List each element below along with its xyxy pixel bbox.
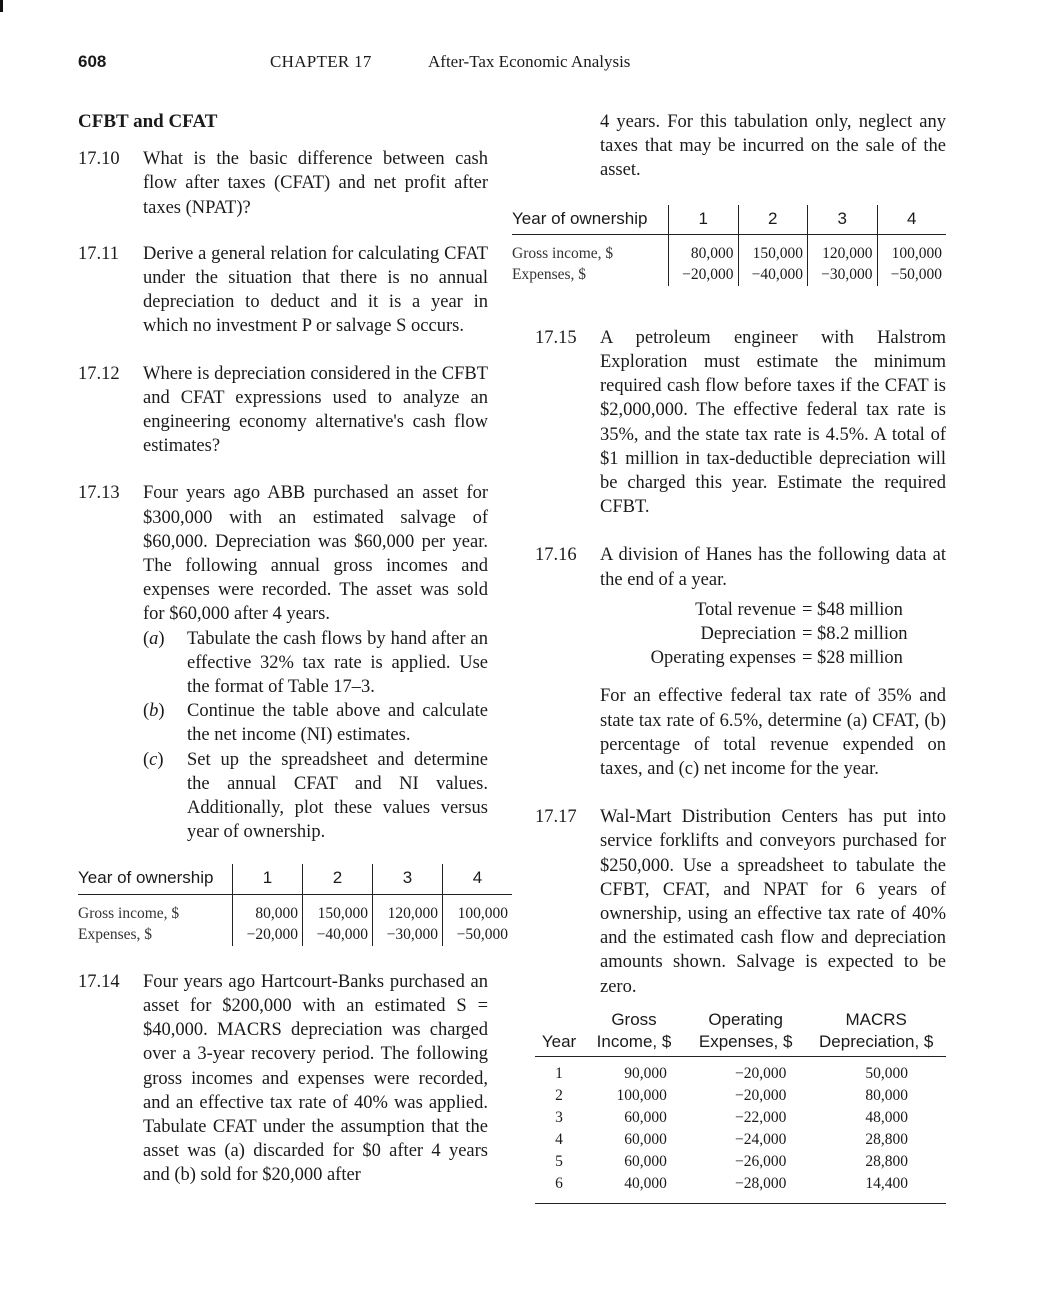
column-header: 2 [738, 205, 808, 235]
problem-17-14-continued: 4 years. For this tabulation only, neglect any taxes that may be incurred on the sale of the asset. [600, 112, 946, 181]
column-header: 4 [877, 205, 946, 235]
right-column [512, 110, 946, 1204]
table-cell: 1 [555, 1064, 563, 1082]
table-row [535, 1107, 946, 1129]
column-header: 4 [443, 864, 512, 894]
problem-17-17 [535, 805, 946, 999]
table-cell: 150,000 [303, 903, 373, 925]
table-cell: 5 [555, 1152, 563, 1170]
problem-text-followup: For an effective federal tax rate of 35% and state tax rate of 6.5%, determine (a) CFAT, (b) percentage of total revenue expended on taxes, and (c) net income for the year. [600, 686, 946, 780]
equation-row [600, 646, 946, 670]
problem-number: 17.14 [78, 971, 120, 992]
table-cell: 120,000 [373, 903, 443, 925]
table-cell: −40,000 [303, 924, 373, 946]
part-c [143, 748, 488, 845]
left-column [78, 110, 508, 1188]
table-cell: −40,000 [738, 264, 808, 286]
problem-17-13 [78, 481, 488, 844]
column-header-year: Year [535, 1009, 583, 1057]
table-cell: 80,000 [669, 243, 739, 265]
problem-text: Four years ago ABB purchased an asset for $300,000 with an estimated salvage of $60,000. Depreciation was $60,000 per year. The following annual gross incomes and expenses were recorded. The asset was sold for $60,000 after 4 years. [143, 483, 488, 625]
equation-value: = $28 million [802, 648, 903, 669]
table-row [78, 903, 512, 925]
column-header: 3 [808, 205, 878, 235]
table-row [512, 264, 946, 286]
table-header-row [78, 864, 512, 894]
equation-row [600, 622, 946, 646]
problem-text: Derive a general relation for calculating CFAT under the situation that there is no annual depreciation to deduct and it is a year in which no investment P or salvage S occurs. [143, 243, 488, 337]
table-cell: −26,000 [735, 1152, 787, 1170]
table-row [535, 1085, 946, 1107]
table-cell: −24,000 [735, 1130, 787, 1148]
table-cell: 100,000 [877, 243, 946, 265]
table-cell: 2 [555, 1086, 563, 1104]
column-header: 2 [303, 864, 373, 894]
table-cell: 80,000 [865, 1086, 908, 1104]
column-header-operating-expenses: Operating Expenses, $ [685, 1009, 807, 1057]
table-cell: 120,000 [808, 243, 878, 265]
part-text: Tabulate the cash flows by hand after an effective 32% tax rate is applied. Use the format of Table 17–3. [187, 628, 488, 698]
part-b [143, 699, 488, 747]
table-row [535, 1173, 946, 1204]
column-header: Year of ownership [512, 205, 669, 235]
problem-17-14 [78, 970, 488, 1188]
table-cell: 60,000 [624, 1130, 667, 1148]
row-label: Gross income, $ [78, 904, 180, 922]
table-cell: 150,000 [738, 243, 808, 265]
table-cell: 28,800 [865, 1130, 908, 1148]
problem-number: 17.15 [535, 327, 577, 348]
equation-label: Operating expenses [650, 648, 796, 669]
part-label: (a) [143, 628, 165, 649]
problem-17-10 [78, 147, 488, 220]
table-cell: −28,000 [685, 1173, 807, 1204]
table-cell: −50,000 [877, 264, 946, 286]
table-cell: 100,000 [616, 1086, 667, 1104]
column-header: 1 [233, 864, 303, 894]
equation-value: = $48 million [802, 599, 903, 620]
table-cell: −20,000 [735, 1064, 787, 1082]
problem-17-16 [535, 543, 946, 781]
part-a [143, 627, 488, 700]
table-17-13 [78, 864, 512, 945]
table-cell: −50,000 [443, 924, 512, 946]
table-cell: 60,000 [624, 1152, 667, 1170]
equation-value: = $8.2 million [802, 624, 908, 645]
problem-number: 17.12 [78, 363, 120, 384]
chapter-title: After-Tax Economic Analysis [428, 52, 631, 71]
table-row [535, 1151, 946, 1173]
problem-parts [143, 627, 488, 845]
table-cell: 3 [555, 1108, 563, 1126]
problem-17-12 [78, 362, 488, 459]
table-cell: −20,000 [233, 924, 303, 946]
table-cell: 4 [555, 1130, 563, 1148]
problem-17-15 [535, 326, 946, 520]
problem-number: 17.10 [78, 149, 120, 170]
page-number: 608 [78, 52, 107, 71]
table-cell: −20,000 [669, 264, 739, 286]
table-row [535, 1056, 946, 1085]
problem-number: 17.17 [535, 807, 577, 828]
section-heading: CFBT and CFAT [78, 111, 218, 132]
part-label: (b) [143, 701, 165, 722]
table-cell: 48,000 [865, 1108, 908, 1126]
equation-row [600, 598, 946, 622]
row-label: Expenses, $ [512, 266, 587, 284]
problem-text: Four years ago Hartcourt-Banks purchased an asset for $200,000 with an estimated S = $40,000. MACRS depreciation was charged over a 3-year recovery period. The following gross incomes and expenses were recorded, and an effective tax rate of 40% was applied. Tabulate CFAT under the assumption that the asset was (a) discarded for $0 after 4 years and (b) sold for $20,000 after [143, 971, 488, 1186]
row-label: Expenses, $ [78, 926, 153, 944]
table-cell: 90,000 [624, 1064, 667, 1082]
problem-text: A division of Hanes has the following data at the end of a year. [600, 545, 946, 590]
table-cell: −22,000 [735, 1108, 787, 1126]
part-label: (c) [143, 749, 164, 770]
table-header-row [512, 205, 946, 235]
table-cell: −20,000 [735, 1086, 787, 1104]
problem-17-11 [78, 242, 488, 339]
scan-edge-mark [0, 0, 3, 12]
problem-number: 17.16 [535, 545, 577, 566]
problem-number: 17.13 [78, 483, 120, 504]
column-header: 3 [373, 864, 443, 894]
problem-text: Where is depreciation considered in the CFBT and CFAT expressions used to analyze an engineering economy alternative's cash flow estimates? [143, 363, 488, 457]
column-header-macrs-depreciation: MACRS Depreciation, $ [806, 1009, 946, 1057]
table-cell: −30,000 [808, 264, 878, 286]
problem-number: 17.11 [78, 243, 119, 264]
row-label: Gross income, $ [512, 244, 614, 262]
table-17-17 [535, 1009, 946, 1204]
column-header: 1 [669, 205, 739, 235]
equation-label: Depreciation [700, 624, 796, 645]
column-header: Year of ownership [78, 864, 233, 894]
equation-label: Total revenue [695, 599, 796, 620]
table-17-14 [512, 205, 946, 286]
table-cell: 40,000 [583, 1173, 685, 1204]
running-header [0, 52, 1046, 76]
table-cell: −30,000 [373, 924, 443, 946]
equation-block [600, 598, 946, 671]
table-cell: 50,000 [865, 1064, 908, 1082]
chapter-label: CHAPTER 17 [270, 52, 372, 71]
problem-text: What is the basic difference between cash flow after taxes (CFAT) and net profit after taxes (NPAT)? [143, 149, 488, 218]
table-row [535, 1129, 946, 1151]
column-header-gross-income: Gross Income, $ [583, 1009, 685, 1057]
table-cell: 6 [535, 1173, 583, 1204]
table-cell: 28,800 [865, 1152, 908, 1170]
problem-text: Wal-Mart Distribution Centers has put into service forklifts and conveyors purchased for $250,000. Use a spreadsheet to tabulate the CFBT, CFAT, and NPAT for 6 years of ownership, using an effective tax rate of 40% and the estimated cash flow and depreciation amounts shown. Salvage is expected to be zero. [600, 807, 946, 997]
problem-text: A petroleum engineer with Halstrom Exploration must estimate the minimum required cash flow before taxes if the CFAT is $2,000,000. The effective federal tax rate is 35%, and the state tax rate is 4.5%. A total of $1 million in tax-deductible depreciation will be charged this year. Estimate the required CFBT. [600, 327, 946, 518]
table-cell: 14,400 [806, 1173, 946, 1204]
table-cell: 80,000 [233, 903, 303, 925]
table-row [512, 243, 946, 265]
table-header-row [535, 1009, 946, 1057]
part-text: Continue the table above and calculate the net income (NI) estimates. [187, 701, 488, 746]
table-row [78, 924, 512, 946]
table-cell: 60,000 [624, 1108, 667, 1126]
table-cell: 100,000 [443, 903, 512, 925]
part-text: Set up the spreadsheet and determine the annual CFAT and NI values. Additionally, plot these values versus year of ownership. [187, 749, 488, 843]
